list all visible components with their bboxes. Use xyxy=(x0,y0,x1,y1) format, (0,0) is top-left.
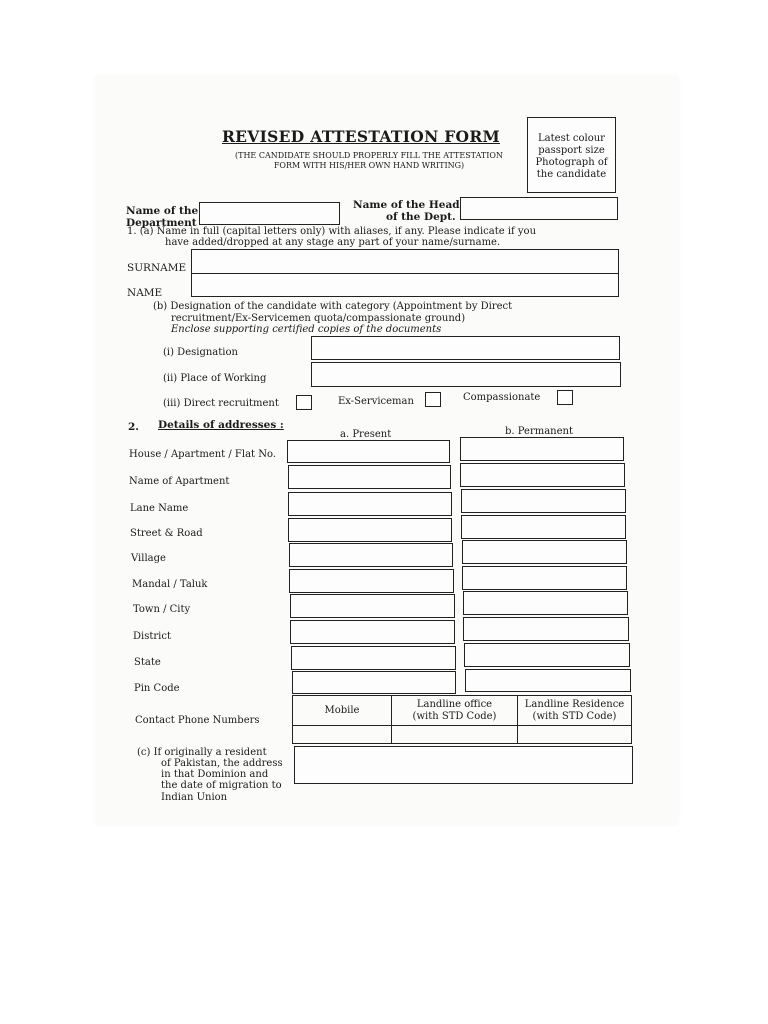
section-2-title: Details of addresses : xyxy=(158,419,284,431)
q1b-text-1: (b) Designation of the candidate with category (Appointment by Direct xyxy=(153,301,513,312)
phone-label: Contact Phone Numbers xyxy=(135,715,260,726)
permanent-village-field[interactable] xyxy=(462,540,627,564)
address-label-state: State xyxy=(134,657,161,668)
pak-label-3: in that Dominion and xyxy=(161,769,269,780)
pakistan-address-field[interactable] xyxy=(294,746,633,784)
mobile-number-field[interactable] xyxy=(293,726,392,744)
permanent-column-label: b. Permanent xyxy=(505,426,573,437)
subtitle-line-1: (THE CANDIDATE SHOULD PROPERLY FILL THE ATTESTATION xyxy=(235,151,503,160)
ex-serviceman-label: Ex-Serviceman xyxy=(338,396,414,407)
present-mandal-field[interactable] xyxy=(289,569,454,593)
office-number-field[interactable] xyxy=(392,726,518,744)
permanent-town-field[interactable] xyxy=(463,591,628,615)
section-2-number: 2. xyxy=(128,421,139,433)
present-village-field[interactable] xyxy=(289,543,453,567)
designation-field[interactable] xyxy=(311,336,620,360)
dept-label-1: Name of the xyxy=(126,205,199,217)
address-label-house: House / Apartment / Flat No. xyxy=(129,449,276,460)
head-of-dept-field[interactable] xyxy=(460,197,618,220)
permanent-lane-field[interactable] xyxy=(461,489,626,513)
phone-header-residence xyxy=(518,696,632,726)
present-street-field[interactable] xyxy=(288,518,452,542)
pak-label-1: (c) If originally a resident xyxy=(137,747,267,758)
phone-header-mobile xyxy=(293,696,392,726)
photo-box[interactable] xyxy=(527,117,616,193)
direct-recruitment-checkbox[interactable] xyxy=(296,395,312,410)
residence-header-std: (with STD Code) xyxy=(532,710,617,722)
present-district-field[interactable] xyxy=(290,620,455,644)
present-lane-field[interactable] xyxy=(288,492,452,516)
compassionate-checkbox[interactable] xyxy=(557,390,573,405)
present-pincode-field[interactable] xyxy=(292,671,456,694)
address-label-pincode: Pin Code xyxy=(134,683,180,694)
present-state-field[interactable] xyxy=(291,646,456,670)
pak-label-2: of Pakistan, the address xyxy=(161,758,283,769)
present-house-field[interactable] xyxy=(287,440,450,463)
name-field[interactable] xyxy=(191,273,619,297)
compassionate-label: Compassionate xyxy=(463,392,541,403)
photo-text-3: Photograph of xyxy=(535,157,608,168)
head-label-1: Name of the Head xyxy=(353,199,460,211)
q1a-text-2: have added/dropped at any stage any part of your name/surname. xyxy=(165,237,501,248)
address-label-village: Village xyxy=(131,553,166,564)
photo-text-4: the candidate xyxy=(536,169,607,180)
surname-label: SURNAME xyxy=(127,262,187,274)
pak-label-5: Indian Union xyxy=(161,792,228,803)
permanent-house-field[interactable] xyxy=(460,437,624,461)
q1b-text-2: recruitment/Ex-Servicemen quota/compassionate ground) xyxy=(171,313,466,324)
form-title: REVISED ATTESTATION FORM xyxy=(222,127,500,146)
present-column-label: a. Present xyxy=(340,429,392,440)
present-apartment-field[interactable] xyxy=(288,465,451,489)
phone-header-office xyxy=(392,696,518,726)
subtitle-line-2: FORM WITH HIS/HER OWN HAND WRITING) xyxy=(273,161,465,170)
address-label-district: District xyxy=(133,631,171,642)
ex-serviceman-checkbox[interactable] xyxy=(425,392,441,407)
residence-header-text: Landline Residence xyxy=(524,698,625,710)
permanent-pincode-field[interactable] xyxy=(465,669,631,692)
photo-text-2: passport size xyxy=(538,145,605,156)
office-header-std: (with STD Code) xyxy=(412,710,497,722)
department-field[interactable] xyxy=(199,202,340,225)
address-label-apartment: Name of Apartment xyxy=(129,476,230,487)
photo-text-1: Latest colour xyxy=(538,133,605,144)
permanent-apartment-field[interactable] xyxy=(460,463,625,487)
surname-field[interactable] xyxy=(191,249,619,276)
address-label-town: Town / City xyxy=(133,604,191,615)
mobile-header-text: Mobile xyxy=(324,705,360,716)
q1a-text-1: 1. (a) Name in full (capital letters only) with aliases, if any. Please indicate if you xyxy=(127,226,537,237)
place-field[interactable] xyxy=(311,362,621,387)
place-label: (ii) Place of Working xyxy=(163,373,267,384)
address-label-mandal: Mandal / Taluk xyxy=(132,579,208,590)
permanent-street-field[interactable] xyxy=(461,515,626,539)
q1b-text-3: Enclose supporting certified copies of the documents xyxy=(171,324,442,335)
office-header-text: Landline office xyxy=(416,698,493,710)
name-label: NAME xyxy=(127,287,163,299)
designation-label: (i) Designation xyxy=(163,347,238,358)
address-label-lane: Lane Name xyxy=(130,503,189,514)
phone-table xyxy=(292,695,632,744)
address-label-street: Street & Road xyxy=(130,528,203,539)
permanent-mandal-field[interactable] xyxy=(462,566,627,590)
permanent-state-field[interactable] xyxy=(464,643,630,667)
head-label-2: of the Dept. xyxy=(386,211,456,223)
permanent-district-field[interactable] xyxy=(463,617,629,641)
residence-number-field[interactable] xyxy=(518,726,632,744)
direct-recruitment-label: (iii) Direct recruitment xyxy=(163,398,279,409)
present-town-field[interactable] xyxy=(290,594,455,618)
pak-label-4: the date of migration to xyxy=(161,780,282,791)
dept-label-2: Department xyxy=(126,217,197,229)
